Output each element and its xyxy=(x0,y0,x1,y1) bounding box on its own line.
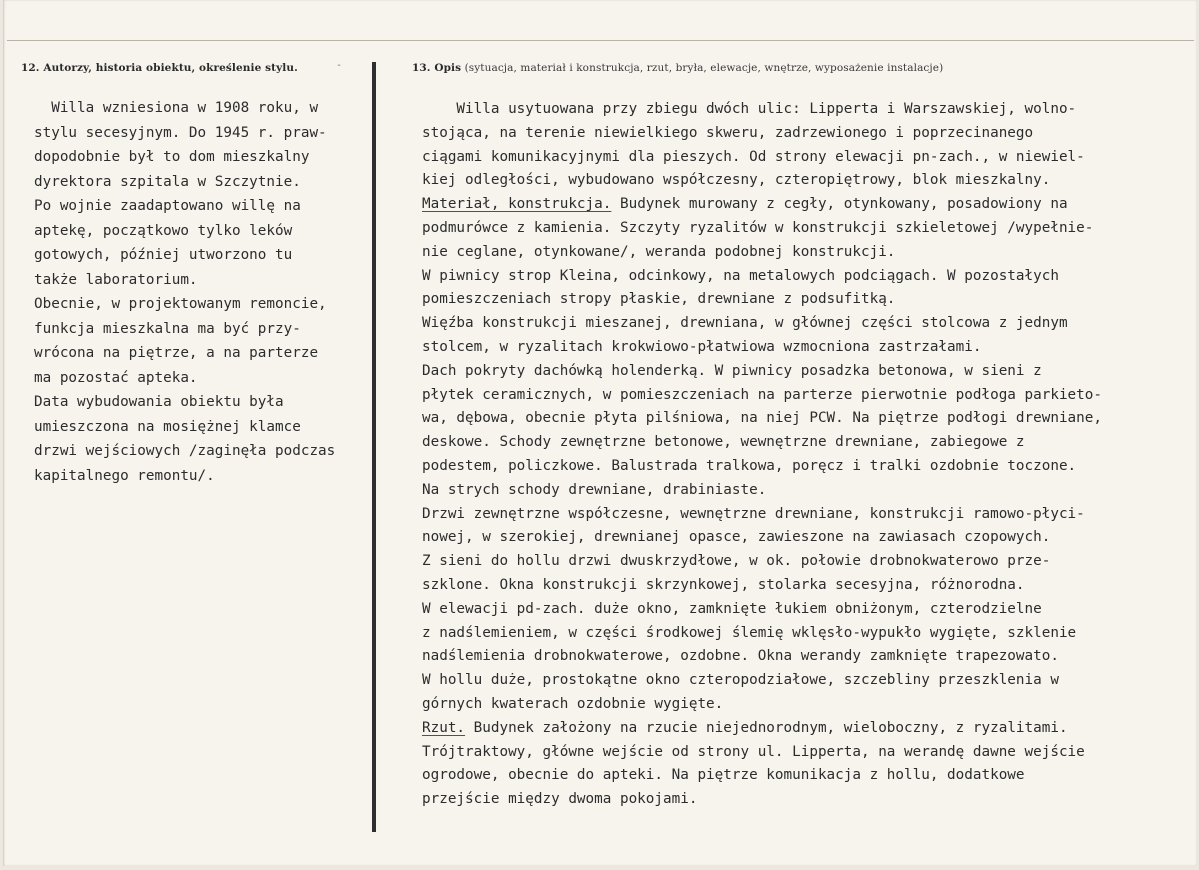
history-text-line: dopodobnie był to dom mieszkalny xyxy=(34,149,310,165)
history-text-line: stylu secesyjnym. Do 1945 r. praw- xyxy=(34,124,327,141)
section-13-heading xyxy=(412,62,943,74)
section-13-heading-label: 13. Opis xyxy=(412,62,462,74)
description-text-line: W hollu duże, prostokątne okno czteropodziałowe, szczebliny przeszklenia w xyxy=(422,672,1059,689)
history-text-line: dyrektora szpitala w Szczytnie. xyxy=(34,173,301,190)
description-text-line: stolcem, w ryzalitach krokwiowo-płatwiowa wzmocniona zastrzałami. xyxy=(422,338,982,355)
history-text-block xyxy=(34,96,379,488)
description-text-line: deskowe. Schody zewnętrzne betonowe, wewnętrzne drewniane, zabiegowe z xyxy=(422,434,1025,451)
history-text-line: umieszczona na mosiężnej klamce xyxy=(34,418,301,435)
history-text-line: aptekę, początkowo tylko leków xyxy=(34,222,293,239)
history-text-line: funkcja mieszkalna ma być przy- xyxy=(34,320,301,337)
description-text-line: Dach pokryty dachówką holenderką. W piwnicy posadzka betonowa, w sieni z xyxy=(422,362,1042,379)
description-text-line: Willa usytuowana przy zbiegu dwóch ulic: Lipperta i Warszawskiej, wolno- xyxy=(422,101,1077,117)
history-text-line: wrócona na piętrze, a na parterze xyxy=(34,345,319,361)
section-12-heading: 12. Autorzy, historia obiektu, określenie stylu. xyxy=(21,62,298,74)
document-sheet xyxy=(3,0,1197,866)
history-text-line: Willa wzniesiona w 1908 roku, w xyxy=(34,100,319,116)
section-13-heading-details: (sytuacja, materiał i konstrukcja, rzut, bryła, elewacje, wnętrze, wyposażenie instalacje) xyxy=(461,62,944,74)
description-text-line: Trójtraktowy, główne wejście od strony ul. Lipperta, na werandę dawne wejście xyxy=(422,743,1085,760)
underlined-subheading: Materiał, konstrukcja. xyxy=(422,196,612,213)
history-text-line: Data wybudowania obiektu była xyxy=(34,394,284,410)
description-text-line: ciągami komunikacyjnymi dla pieszych. Od strony elewacji pn-zach., w niewiel- xyxy=(422,148,1085,165)
history-text-line: ma pozostać apteka. xyxy=(34,369,198,386)
description-text-line: górnych kwaterach ozdobnie wygięte. xyxy=(422,695,724,712)
description-text-line: podmurówce z kamienia. Szczyty ryzalitów w konstrukcji szkieletowej /wypełnie- xyxy=(422,219,1094,236)
description-text-line: nowej, w szerokiej, drewnianej opasce, zawieszone na zawiasach czopowych. xyxy=(422,529,1051,546)
description-text-line: wa, dębowa, obecnie płyta pilśniowa, na niej PCW. Na piętrze podłogi drewniane, xyxy=(422,410,1102,427)
description-text-line: pomieszczeniach stropy płaskie, drewniane z podsufitką. xyxy=(422,291,896,308)
description-text-line: Materiał, konstrukcja. Budynek murowany z cegły, otynkowany, posadowiony na xyxy=(422,196,1068,213)
description-text-line: W elewacji pd-zach. duże okno, zamknięte łukiem obniżonym, czterodzielne xyxy=(422,600,1042,617)
description-text-line: Więźba konstrukcji mieszanej, drewniana, w głównej części stolcowa z jednym xyxy=(422,315,1068,332)
history-text-line: Obecnie, w projektowanym remoncie, xyxy=(34,296,327,312)
history-text-line: gotowych, później utworzono tu xyxy=(34,247,293,263)
description-text-line: przejście między dwoma pokojami. xyxy=(422,791,698,808)
description-text-line: Drzwi zewnętrzne współczesne, wewnętrzne drewniane, konstrukcji ramowo-płyci- xyxy=(422,505,1085,522)
description-text-line: kiej odległości, wybudowano współczesny, czteropiętrowy, blok mieszkalny. xyxy=(422,172,1051,189)
description-text-line: ogrodowe, obecnie do apteki. Na piętrze komunikacja z hollu, dodatkowe xyxy=(422,767,1025,784)
description-text-line: stojąca, na terenie niewielkiego skweru, zadrzewionego i poprzecinanego xyxy=(422,124,1034,141)
underlined-subheading: Rzut. xyxy=(422,719,466,736)
description-text-line: Na strych schody drewniane, drabiniaste. xyxy=(422,481,767,498)
description-text-line: Z sieni do hollu drzwi dwuskrzydłowe, w ok. połowie drobnokwaterowo prze- xyxy=(422,553,1051,570)
dash-mark: - xyxy=(336,60,343,71)
description-text-line: W piwnicy strop Kleina, odcinkowy, na metalowych podciągach. W pozostałych xyxy=(422,267,1059,284)
history-text-line: także laboratorium. xyxy=(34,271,198,288)
history-text-line: kapitalnego remontu/. xyxy=(34,467,215,484)
description-text-line: nadślemienia drobnokwaterowe, ozdobne. Okna werandy zamknięte trapezowato. xyxy=(422,648,1059,665)
description-text-line: Rzut. Budynek założony na rzucie niejednorodnym, wieloboczny, z ryzalitami. xyxy=(422,719,1068,736)
description-text-line: podestem, policzkowe. Balustrada tralkowa, poręcz i tralki ozdobnie toczone. xyxy=(422,457,1077,474)
history-text-line: drzwi wejściowych /zaginęła podczas xyxy=(34,443,336,459)
description-text-line: szklone. Okna konstrukcji skrzynkowej, stolarka secesyjna, różnorodna. xyxy=(422,576,1025,593)
description-text-line: płytek ceramicznych, w pomieszczeniach na parterze pierwotnie podłoga parkieto- xyxy=(422,386,1102,403)
description-text-line: nie ceglane, otynkowane/, weranda podobnej konstrukcji. xyxy=(422,243,896,260)
top-rule xyxy=(7,40,1194,41)
description-text-line: z nadślemieniem, w części środkowej ślemię wklęsło-wypukło wygięte, szklenie xyxy=(422,624,1077,641)
description-text-block xyxy=(422,98,1199,812)
history-text-line: Po wojnie zaadaptowano willę na xyxy=(34,198,301,214)
